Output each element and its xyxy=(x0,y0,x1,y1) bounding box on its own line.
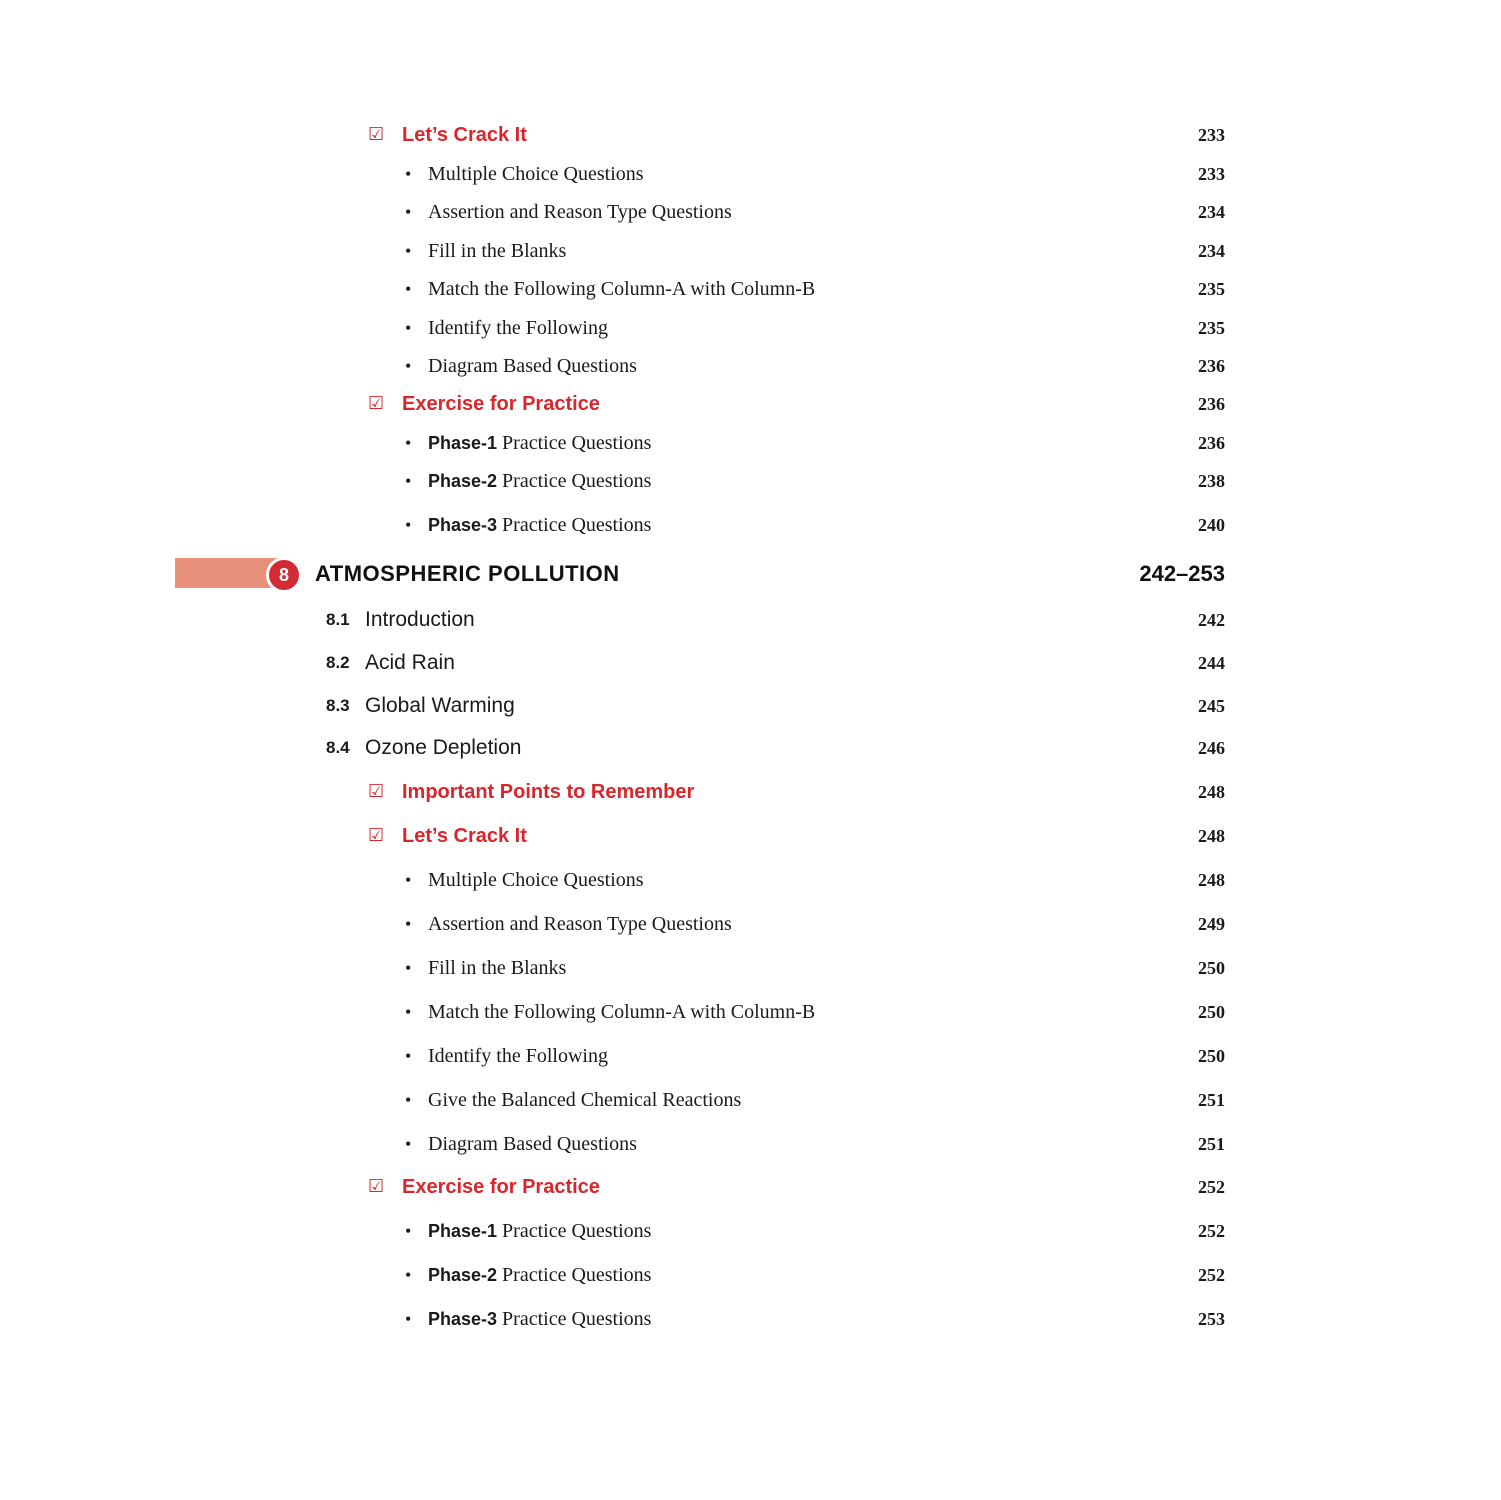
page-number: 253 xyxy=(1198,1309,1225,1329)
checkbox-icon: ☑ xyxy=(368,1176,385,1197)
phase-text: Practice Questions xyxy=(502,432,652,454)
bullet-icon: • xyxy=(405,1134,412,1154)
page-number: 246 xyxy=(1198,738,1225,758)
toc-subentry-label xyxy=(428,1307,651,1331)
page-number: 251 xyxy=(1198,1134,1225,1154)
bullet-icon: • xyxy=(405,1309,412,1329)
page-number: 250 xyxy=(1198,958,1225,978)
toc-subentry-label xyxy=(428,1263,651,1287)
page-number: 248 xyxy=(1198,826,1225,846)
section-title: Introduction xyxy=(365,608,475,631)
toc-subentry-label: Identify the Following xyxy=(428,1045,608,1067)
page-number: 233 xyxy=(1198,125,1225,145)
phase-label: Phase-1 xyxy=(428,1221,498,1241)
bullet-icon: • xyxy=(405,1046,412,1066)
page-number: 248 xyxy=(1198,782,1225,802)
chapter-title: ATMOSPHERIC POLLUTION xyxy=(315,561,620,586)
page-number: 248 xyxy=(1198,870,1225,890)
page-number: 252 xyxy=(1198,1177,1225,1197)
phase-label: Phase-1 xyxy=(428,433,498,453)
toc-subentry-label: Diagram Based Questions xyxy=(428,1133,637,1155)
bullet-icon: • xyxy=(405,914,412,934)
bullet-icon: • xyxy=(405,433,412,453)
section-number: 8.4 xyxy=(326,738,350,757)
checkbox-icon: ☑ xyxy=(368,825,385,846)
bullet-icon: • xyxy=(405,1090,412,1110)
toc-subentry-label: Assertion and Reason Type Questions xyxy=(428,201,732,223)
chapter-page-range: 242–253 xyxy=(1139,561,1225,586)
page-number: 236 xyxy=(1198,394,1225,414)
phase-text: Practice Questions xyxy=(502,470,652,492)
checkbox-icon: ☑ xyxy=(368,781,385,802)
toc-subentry-label xyxy=(428,469,651,493)
chapter-number-badge: 8 xyxy=(266,557,302,593)
page-number: 251 xyxy=(1198,1090,1225,1110)
toc-subentry-label: Multiple Choice Questions xyxy=(428,163,644,185)
bullet-icon: • xyxy=(405,1265,412,1285)
bullet-icon: • xyxy=(405,356,412,376)
bullet-icon: • xyxy=(405,279,412,299)
toc-entry-label: Important Points to Remember xyxy=(402,781,695,803)
bullet-icon: • xyxy=(405,202,412,222)
checkbox-icon: ☑ xyxy=(368,124,385,145)
toc-subentry-label xyxy=(428,431,651,455)
phase-text: Practice Questions xyxy=(502,1220,652,1242)
phase-label: Phase-3 xyxy=(428,1309,498,1329)
page-number: 244 xyxy=(1198,653,1225,673)
toc-subentry-label: Multiple Choice Questions xyxy=(428,869,644,891)
toc-subentry-label: Identify the Following xyxy=(428,317,608,339)
page-number: 242 xyxy=(1198,610,1225,630)
toc-subentry-label: Match the Following Column-A with Column-B xyxy=(428,278,816,300)
toc-entry-label: Let’s Crack It xyxy=(402,825,527,847)
page-number: 238 xyxy=(1198,471,1225,491)
page-number: 250 xyxy=(1198,1002,1225,1022)
page-number: 240 xyxy=(1198,515,1225,535)
page-number: 235 xyxy=(1198,279,1225,299)
toc-entry-label: Exercise for Practice xyxy=(402,393,600,415)
toc-subentry-label: Fill in the Blanks xyxy=(428,957,567,979)
bullet-icon: • xyxy=(405,870,412,890)
section-title: Ozone Depletion xyxy=(365,736,522,759)
toc-subentry-label xyxy=(428,1219,651,1243)
toc-entry-label: Exercise for Practice xyxy=(402,1176,600,1198)
bullet-icon: • xyxy=(405,515,412,535)
page-number: 234 xyxy=(1198,241,1225,261)
section-number: 8.2 xyxy=(326,653,350,672)
phase-label: Phase-2 xyxy=(428,1265,498,1285)
phase-text: Practice Questions xyxy=(502,1308,652,1330)
toc-subentry-label: Match the Following Column-A with Column-B xyxy=(428,1001,816,1023)
checkbox-icon: ☑ xyxy=(368,393,385,414)
bullet-icon: • xyxy=(405,958,412,978)
page-number: 235 xyxy=(1198,318,1225,338)
toc-subentry-label xyxy=(428,513,651,537)
page-number: 252 xyxy=(1198,1221,1225,1241)
section-title: Global Warming xyxy=(365,694,515,717)
bullet-icon: • xyxy=(405,318,412,338)
toc-subentry-label: Assertion and Reason Type Questions xyxy=(428,913,732,935)
section-title: Acid Rain xyxy=(365,651,455,674)
bullet-icon: • xyxy=(405,164,412,184)
toc-subentry-label: Give the Balanced Chemical Reactions xyxy=(428,1089,742,1111)
page-number: 249 xyxy=(1198,914,1225,934)
bullet-icon: • xyxy=(405,1221,412,1241)
page-number: 236 xyxy=(1198,433,1225,453)
page-number: 250 xyxy=(1198,1046,1225,1066)
phase-label: Phase-2 xyxy=(428,471,498,491)
toc-entry-label: Let’s Crack It xyxy=(402,124,527,146)
page-number: 233 xyxy=(1198,164,1225,184)
page-number: 234 xyxy=(1198,202,1225,222)
bullet-icon: • xyxy=(405,471,412,491)
phase-label: Phase-3 xyxy=(428,515,498,535)
section-number: 8.1 xyxy=(326,610,350,629)
toc-subentry-label: Fill in the Blanks xyxy=(428,240,567,262)
phase-text: Practice Questions xyxy=(502,1264,652,1286)
phase-text: Practice Questions xyxy=(502,514,652,536)
page-number: 245 xyxy=(1198,696,1225,716)
bullet-icon: • xyxy=(405,1002,412,1022)
toc-subentry-label: Diagram Based Questions xyxy=(428,355,637,377)
page-number: 252 xyxy=(1198,1265,1225,1285)
page-number: 236 xyxy=(1198,356,1225,376)
section-number: 8.3 xyxy=(326,696,350,715)
bullet-icon: • xyxy=(405,241,412,261)
